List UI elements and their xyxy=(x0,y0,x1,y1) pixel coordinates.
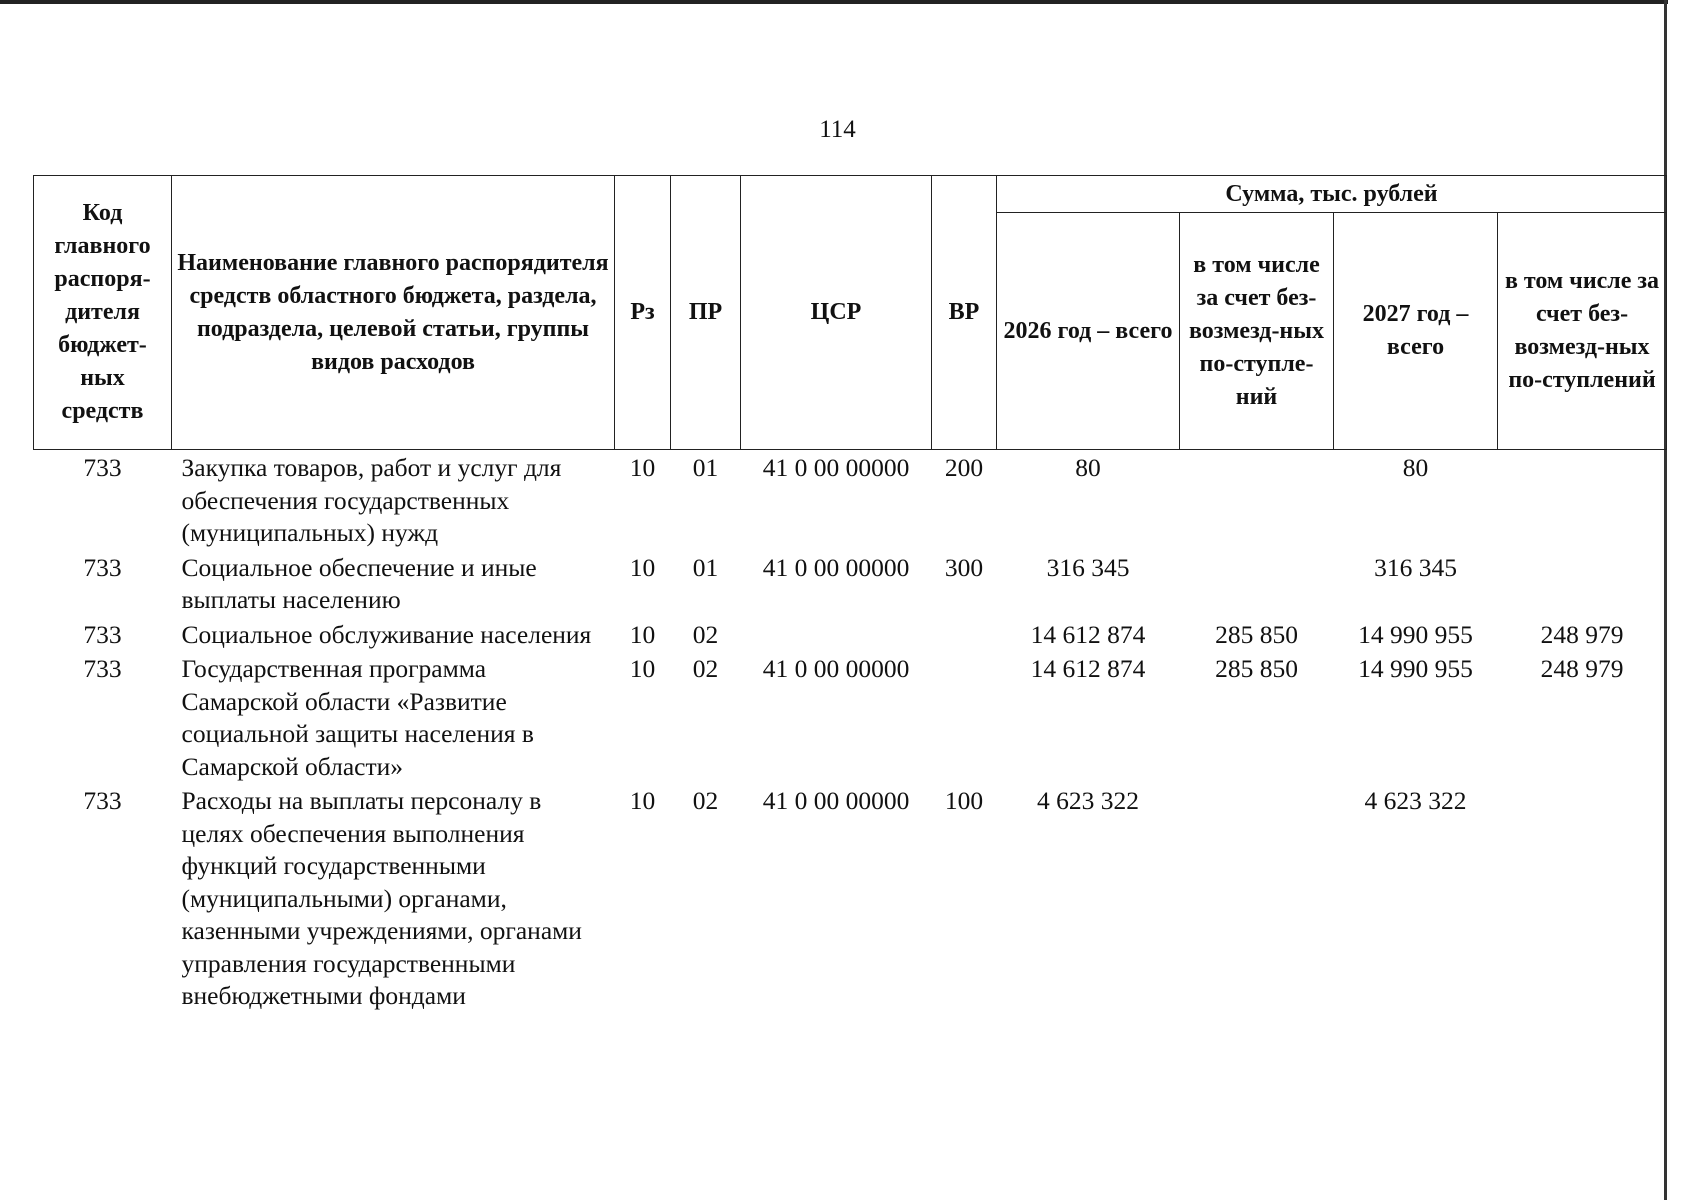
table-row xyxy=(34,651,1667,783)
cell-name: Расходы на выплаты персоналу в целях обеспечения выполнения функций государственными (муниципальными) органами, казенными учреждениями, органами управления государственными внебюджетными фондами xyxy=(181,786,582,1010)
cell-rz: 10 xyxy=(629,619,656,649)
cell-2027-total: 14 990 955 xyxy=(1358,654,1473,683)
header-rz: Рз xyxy=(615,176,671,450)
cell-2026-total: 4 623 322 xyxy=(1037,786,1139,815)
cell-rz: 10 xyxy=(629,654,656,683)
cell-2027-grants xyxy=(1498,550,1667,617)
table-header xyxy=(34,176,1667,450)
header-vr: ВР xyxy=(932,176,997,450)
cell-vr xyxy=(932,651,997,783)
cell-2026-grants: 285 850 xyxy=(1215,619,1298,649)
cell-vr: 300 xyxy=(944,552,984,582)
header-2026-total: 2026 год – всего xyxy=(997,213,1180,450)
cell-2026-total: 80 xyxy=(1075,453,1101,482)
cell-2027-total: 4 623 322 xyxy=(1364,786,1467,815)
cell-2026-grants xyxy=(1180,450,1334,550)
header-2027-total: 2027 год – всего xyxy=(1334,213,1498,450)
cell-pr: 02 xyxy=(692,654,719,683)
cell-vr xyxy=(932,617,997,652)
table-row xyxy=(34,450,1667,550)
header-2027-grants: в том числе за счет без-возмезд-ных по-ступлений xyxy=(1498,213,1667,450)
cell-vr: 100 xyxy=(944,786,984,815)
header-2026-grants: в том числе за счет без-возмезд-ных по-ступле-ний xyxy=(1180,213,1334,450)
cell-2027-grants: 248 979 xyxy=(1540,654,1624,683)
cell-code: 733 xyxy=(83,619,122,649)
top-border-line xyxy=(0,0,1668,4)
cell-rz: 10 xyxy=(629,453,656,482)
table-row xyxy=(34,783,1667,1013)
cell-csr xyxy=(741,617,932,652)
cell-2026-grants xyxy=(1180,783,1334,1013)
cell-2027-grants: 248 979 xyxy=(1540,619,1624,649)
header-sum: Сумма, тыс. рублей xyxy=(997,176,1667,213)
cell-name: Государственная программа Самарской области «Развитие социальной защиты населения в Самарской области» xyxy=(181,654,534,781)
cell-2027-total: 316 345 xyxy=(1374,552,1457,582)
cell-code: 733 xyxy=(83,786,122,815)
cell-pr: 02 xyxy=(692,619,719,649)
cell-pr: 01 xyxy=(692,552,719,582)
cell-name: Закупка товаров, работ и услуг для обеспечения государственных (муниципальных) нужд xyxy=(181,453,562,547)
cell-code: 733 xyxy=(83,453,122,482)
header-name: Наименование главного распорядителя средств областного бюджета, раздела, подраздела, целевой статьи, группы видов расходов xyxy=(172,176,615,450)
cell-csr: 41 0 00 00000 xyxy=(762,552,910,582)
cell-2026-total: 14 612 874 xyxy=(1030,619,1146,649)
cell-2026-grants xyxy=(1180,550,1334,617)
cell-csr: 41 0 00 00000 xyxy=(762,453,910,482)
header-csr: ЦСР xyxy=(741,176,932,450)
cell-vr: 200 xyxy=(944,453,984,482)
cell-2026-grants: 285 850 xyxy=(1215,654,1298,683)
cell-csr: 41 0 00 00000 xyxy=(762,654,910,683)
cell-rz: 10 xyxy=(629,552,656,582)
header-code: Код главного распоря-дителя бюджет-ных средств xyxy=(34,176,172,450)
cell-rz: 10 xyxy=(629,786,656,815)
cell-pr: 02 xyxy=(692,786,719,815)
cell-pr: 01 xyxy=(692,453,719,482)
table-row xyxy=(34,617,1667,652)
cell-2027-total: 80 xyxy=(1402,453,1429,482)
cell-name: Социальное обслуживание населения xyxy=(181,619,592,649)
page-number: 114 xyxy=(819,116,856,143)
cell-2027-total: 14 990 955 xyxy=(1358,619,1473,649)
cell-csr: 41 0 00 00000 xyxy=(762,786,910,815)
cell-2027-grants xyxy=(1498,783,1667,1013)
cell-2026-total: 14 612 874 xyxy=(1030,654,1146,683)
table-body xyxy=(34,450,1667,1013)
cell-2026-total: 316 345 xyxy=(1046,552,1130,582)
header-pr: ПР xyxy=(671,176,741,450)
cell-code: 733 xyxy=(83,654,122,683)
cell-2027-grants xyxy=(1498,450,1667,550)
cell-code: 733 xyxy=(83,552,122,582)
budget-table xyxy=(33,175,1667,1013)
table-row xyxy=(34,550,1667,617)
cell-name: Социальное обеспечение и иные выплаты населению xyxy=(181,552,537,614)
